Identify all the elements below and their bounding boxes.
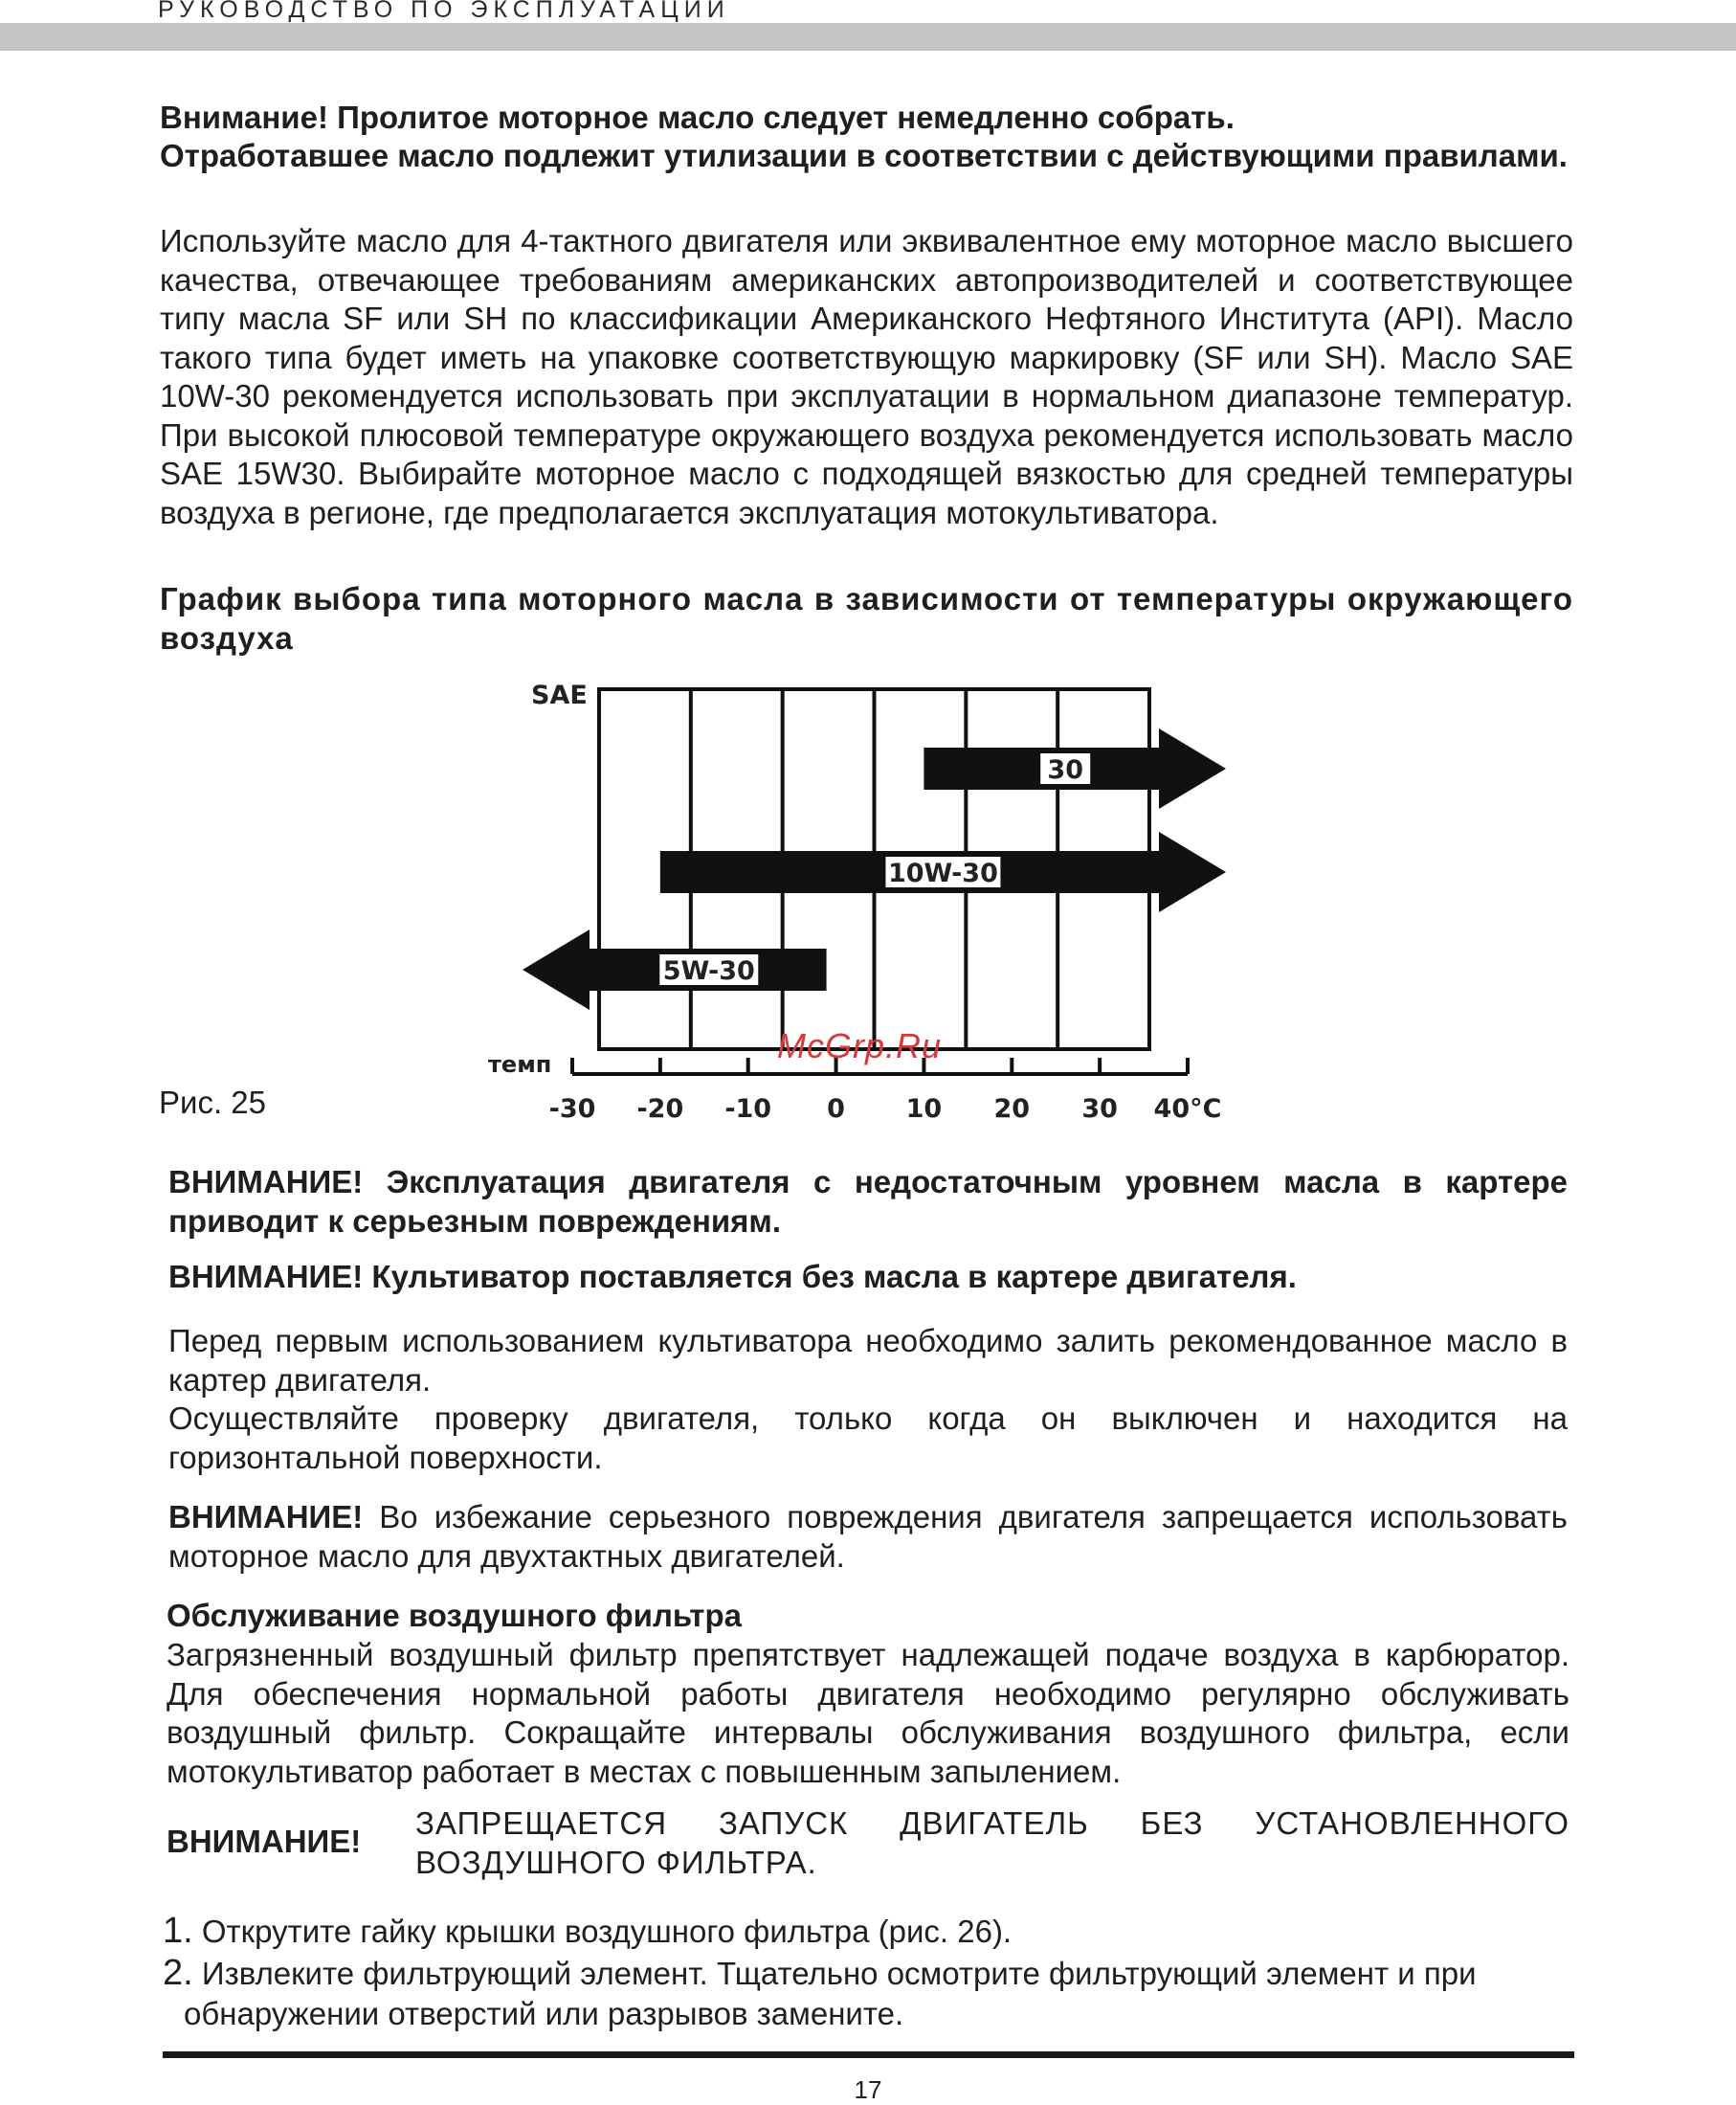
header-title: РУКОВОДСТВО ПО ЭКСПЛУАТАЦИИ	[158, 0, 730, 23]
chart-x-tick-label: 20	[993, 1094, 1031, 1124]
chart-heading: График выбора типа моторного масла в зависимости от температуры окружающего воздуха	[160, 581, 1573, 656]
list-item-text: Извлеките фильтрующий элемент. Тщательно осмотрите фильтрующий элемент и при обнаружении отверстий или разрывов замените.	[184, 1956, 1477, 2031]
chart-x-tick-label: 30	[1081, 1094, 1118, 1124]
chart-range-label: 10W-30	[887, 859, 998, 888]
air-filter-warning-label: ВНИМАНИЕ!	[167, 1824, 362, 1859]
chart-range-label: 30	[1047, 755, 1084, 785]
chart-xlabel: темп	[488, 1051, 552, 1078]
list-item-number: 2.	[163, 1953, 193, 1993]
warning-no-oil-supplied: ВНИМАНИЕ! Культиватор поставляется без масла в картере двигателя.	[168, 1259, 1297, 1294]
chart-x-tick-label: 0	[827, 1094, 845, 1124]
two-stroke-label: ВНИМАНИЕ!	[168, 1499, 364, 1534]
page-number: 17	[854, 2075, 882, 2104]
chart-x-tick-label: 40°C	[1153, 1094, 1222, 1124]
chart-ylabel: SAE	[531, 681, 588, 710]
list-item-text: Открутите гайку крышки воздушного фильтра (рис. 26).	[201, 1914, 1013, 1949]
check-engine-text: Осуществляйте проверку двигателя, только когда он выключен и находится на горизонтальной поверхности.	[168, 1400, 1568, 1475]
figure-label: Рис. 25	[159, 1085, 266, 1120]
air-filter-heading: Обслуживание воздушного фильтра	[167, 1598, 742, 1633]
first-use-text: Перед первым использованием культиватора необходимо залить рекомендованное масло в картер двигателя.	[168, 1323, 1568, 1398]
chart-range-label: 5W-30	[662, 956, 755, 986]
chart-x-tick-label: -30	[548, 1094, 596, 1124]
air-filter-warning-text: ЗАПРЕЩАЕТСЯ ЗАПУСК ДВИГАТЕЛЬ БЕЗ УСТАНОВЛЕННОГО ВОЗДУШНОГО ФИЛЬТРА.	[415, 1805, 1569, 1880]
list-item	[163, 1911, 1574, 1952]
warning-spill: Внимание! Пролитое моторное масло следует немедленно собрать.	[160, 100, 1235, 135]
footer-rule	[163, 2051, 1574, 2058]
warning-two-stroke	[168, 1498, 1568, 1576]
chart-x-tick-label: -20	[636, 1094, 684, 1124]
two-stroke-text: Во избежание серьезного повреждения двигателя запрещается использовать моторное масло для двухтактных двигателей.	[168, 1499, 1568, 1574]
watermark: McGrp.Ru	[777, 1026, 943, 1065]
warning-low-oil: ВНИМАНИЕ! Эксплуатация двигателя с недостаточным уровнем масла в картере приводит к серьезным повреждениям.	[168, 1164, 1568, 1239]
air-filter-text: Загрязненный воздушный фильтр препятствует надлежащей подаче воздуха в карбюратор. Для обеспечения нормальной работы двигателя необходимо регулярно обслуживать воздушный фильтр. Сокращайте интервалы обслуживания воздушного фильтра, если мотокультиватор работает в местах с повышенным запылением.	[167, 1637, 1569, 1789]
list-item	[163, 1953, 1574, 2034]
list-item-number: 1.	[163, 1911, 193, 1951]
chart-x-tick-label: 10	[905, 1094, 943, 1124]
oil-recommendation-text: Используйте масло для 4-тактного двигателя или эквивалентное ему моторное масло высшего качества, отвечающее требованиям американских автопроизводителей и соответствующее типу масла SF или SH по классификации Американского Нефтяного Института (API). Масло такого типа будет иметь на упаковке соответствующую маркировку (SF или SH). Масло SAE 10W-30 рекомендуется использовать при эксплуатации в нормальном диапазоне температур. При высокой плюсовой температуре окружающего воздуха рекомендуется использовать масло SAE 15W30. Выбирайте моторное масло с подходящей вязкостью для средней температуры воздуха в регионе, где предполагается эксплуатация мотокультиватора.	[160, 223, 1573, 530]
warning-disposal: Отработавшее масло подлежит утилизации в соответствии с действующими правилами.	[160, 138, 1568, 173]
chart-x-tick-label: -10	[724, 1094, 772, 1124]
